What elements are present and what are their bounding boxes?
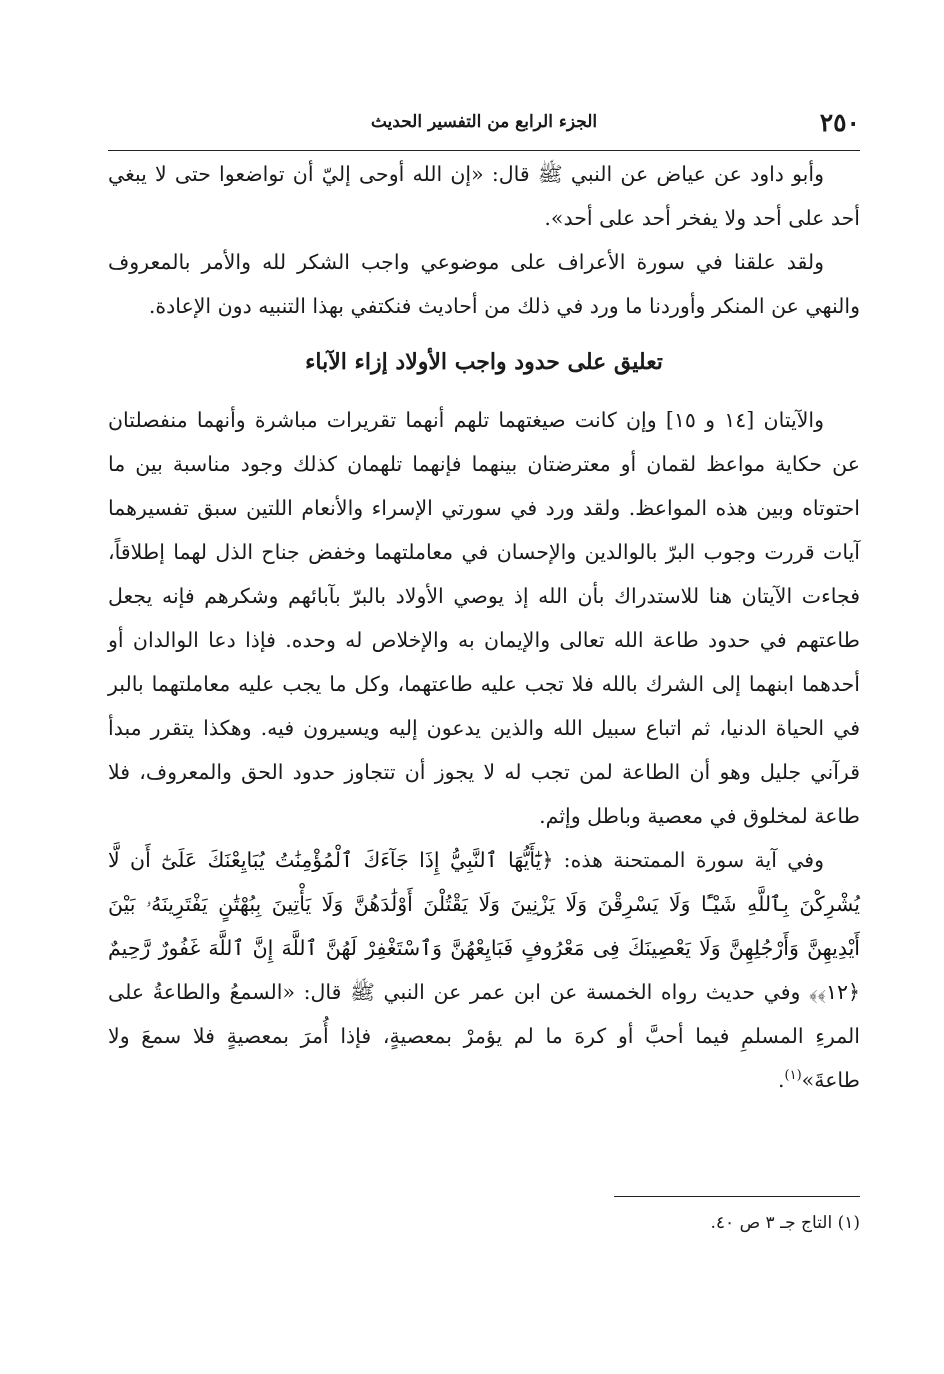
hadith-obedience: وفي حديث رواه الخمسة عن ابن عمر عن النبي ﷺ قال: «السمعُ والطاعةُ على المرءِ المسلمِ فيما أحبَّ أو كرهَ ما لم يؤمرْ بمعصيةٍ، فإذا أُمرَ بمعصيةٍ فلا سمعَ ولا طاعةَ» [108,980,860,1092]
page-body [108,152,860,1102]
paragraph-parents-duties: والآيتان [١٤ و ١٥] وإن كانت صيغتهما تلهم أنهما تقريرات مباشرة وأنهما منفصلتان عن حكاية مواعظ لقمان أو معترضتان بينهما فإنهما تلهمان كذلك وجود مناسبة بين ما احتوتاه وبين هذه المواعظ. ولقد ورد في سورتي الإسراء والأنعام اللتين سبق تفسيرهما آيات قررت وجوب البرّ بالوالدين والإحسان في معاملتهما وخفض جناح الذل لهما إطلاقاً، فجاءت الآيتان هنا للاستدراك بأن الله إذ يوصي الأولاد بالبرّ بآبائهم وشكرهم فإنه يجعل طاعتهم في حدود طاعة الله تعالى والإيمان به والإخلاص له وحده. فإذا دعا الوالدان أو أحدهما ابنهما إلى الشرك بالله فلا تجب عليه طاعتهما، وكل ما يجب عليه معاملتهما بالبر في الحياة الدنيا، ثم اتباع سبيل الله والذين يدعون إليه ويسيرون فيه. وهكذا يتقرر مبدأ قرآني جليل وهو أن الطاعة لمن تجب له لا يجوز أن تتجاوز حدود الحق والمعروف، فلا طاعة لمخلوق في معصية وباطل وإثم. [108,408,860,828]
header-rule [108,150,860,151]
page-number: ٢٥٠ [819,108,860,137]
paragraph-end: . [778,1068,785,1092]
footnote-marker: (١) [784,1068,802,1084]
page-header [108,104,860,144]
paragraph-hadith-humility: وأبو داود عن عياض عن النبي ﷺ قال: «إن الله أوحى إليّ أن تواضعوا حتى لا يبغي أحد على أحد ولا يفخر أحد على أحد». [108,162,860,230]
verse-intro: وفي آية سورة الممتحنة هذه: [563,848,824,872]
quran-verse: ﴿يَٰٓأَيُّهَا ٱلنَّبِيُّ إِذَا جَآءَكَ ٱلْمُؤْمِنَٰتُ يُبَايِعْنَكَ عَلَىٰٓ أَن لَّا يُشْرِكْنَ بِٱللَّهِ شَيْـًٔا وَلَا يَسْرِقْنَ وَلَا يَزْنِينَ وَلَا يَقْتُلْنَ أَوْلَٰدَهُنَّ وَلَا يَأْتِينَ بِبُهْتَٰنٍ يَفْتَرِينَهُۥ بَيْنَ أَيْدِيهِنَّ وَأَرْجُلِهِنَّ وَلَا يَعْصِينَكَ فِى مَعْرُوفٍ فَبَايِعْهُنَّ وَٱسْتَغْفِرْ لَهُنَّ ٱللَّهَ إِنَّ ٱللَّهَ غَفُورٌ رَّحِيمٌ ﴿١٢﴾﴾ [108,848,860,1004]
footnote: (١) التاج جـ ٣ ص ٤٠. [710,1213,860,1233]
footnote-rule [614,1196,860,1197]
paragraph-araf-reference: ولقد علقنا في سورة الأعراف على موضوعي واجب الشكر لله والأمر بالمعروف والنهي عن المنكر وأوردنا ما ورد في ذلك من أحاديث فنكتفي بهذا التنبيه دون الإعادة. [108,250,860,318]
paragraph-mumtahana [108,838,860,1102]
running-title: الجزء الرابع من التفسير الحديث [370,112,598,132]
section-heading: تعليق على حدود واجب الأولاد إزاء الآباء [305,349,663,375]
